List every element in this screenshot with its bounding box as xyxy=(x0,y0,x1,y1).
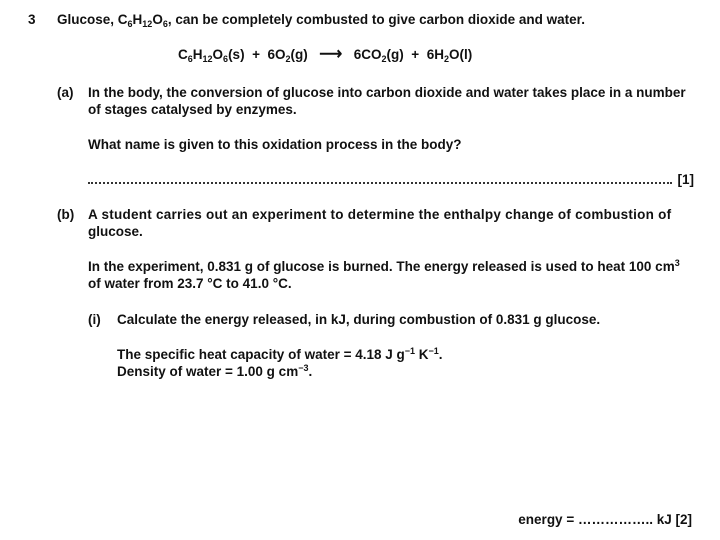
glucose-formula: $C_6H_{12}O_6$ xyxy=(117,12,168,29)
product-water: $6H_2O(l)$ xyxy=(426,47,473,64)
question-stem xyxy=(57,11,697,28)
part-a-answer-line[interactable] xyxy=(88,171,694,188)
part-b-label: (b) xyxy=(57,207,75,222)
part-a-text-line1: In the body, the conversion of glucose into carbon dioxide and water takes place in a number xyxy=(88,85,686,100)
part-b-i-label: (i) xyxy=(88,312,101,327)
part-b-text-line1: A student carries out an experiment to determine the enthalpy change of combustion of xyxy=(88,207,672,222)
experiment-line1: In the experiment, 0.831 g of glucose is burned. The energy released is used to heat 100 $cm^3$ xyxy=(88,258,680,274)
energy-label: energy = xyxy=(518,512,578,527)
energy-answer-dots[interactable]: …………….. xyxy=(577,512,653,527)
plus-sign: + xyxy=(252,47,260,62)
reactant-glucose: $C_6H_{12}O_6(s)$ xyxy=(178,47,245,64)
part-a-question: What name is given to this oxidation process in the body? xyxy=(88,137,462,152)
reaction-arrow-icon: ⟶ xyxy=(319,46,343,63)
energy-answer-line[interactable] xyxy=(518,511,692,528)
specific-heat-capacity: The specific heat capacity of water = 4.18 J $g^{-1}$ $K^{-1}$. xyxy=(117,346,443,362)
reactant-oxygen: $6O_2(g)$ xyxy=(267,47,308,64)
part-a-marks: [1] xyxy=(677,172,694,187)
energy-unit: kJ xyxy=(652,512,676,527)
plus-sign: + xyxy=(411,47,420,62)
part-a-label: (a) xyxy=(57,85,74,100)
stem-prefix: Glucose, xyxy=(57,12,118,27)
answer-dotted-line[interactable] xyxy=(88,172,672,184)
part-b-i-text: Calculate the energy released, in kJ, during combustion of 0.831 g glucose. xyxy=(117,312,601,327)
experiment-line2: of water from 23.7 °C to 41.0 °C. xyxy=(88,276,292,291)
combustion-equation xyxy=(178,46,472,63)
stem-suffix: , can be completely combusted to give carbon dioxide and water. xyxy=(167,12,585,27)
question-number: 3 xyxy=(28,12,36,27)
part-b-text-line2: glucose. xyxy=(88,224,143,239)
part-a-text-line2: of stages catalysed by enzymes. xyxy=(88,102,297,117)
part-b-i-marks: [2] xyxy=(675,512,692,527)
product-carbon-dioxide: $6CO_2(g)$ xyxy=(353,47,404,64)
density-of-water: Density of water = 1.00 g $cm^{-3}$. xyxy=(117,363,313,379)
